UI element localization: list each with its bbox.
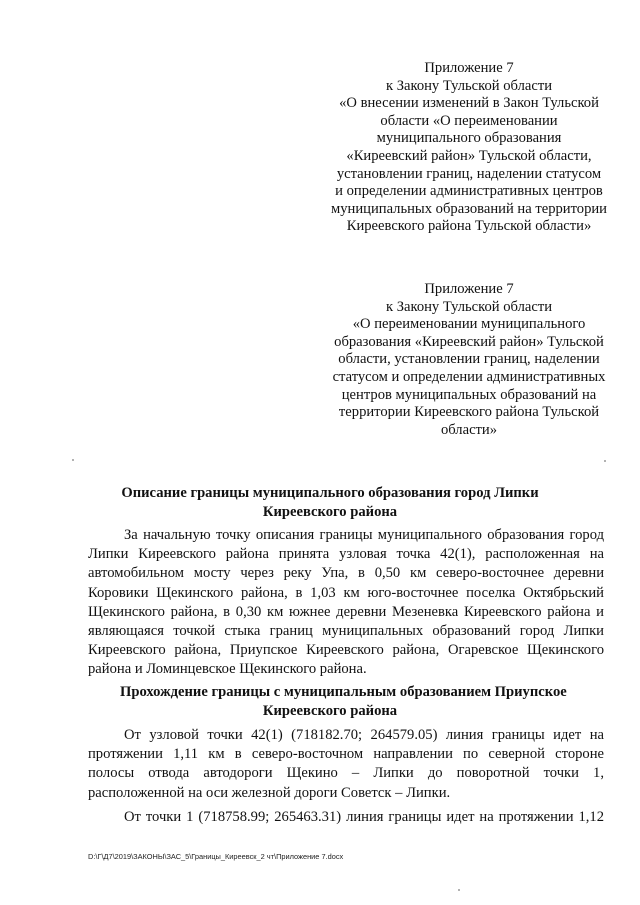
appendix-line: «О переименовании муниципального <box>352 316 586 333</box>
paragraph-line: От узловой точки 42(1) (718182.70; 264579.05) линия границы идет на <box>124 727 604 743</box>
paragraph-line: являющаяся точкой стыка границ муниципальных образований город Липки <box>88 623 604 640</box>
appendix-line: «Киреевский район» Тульской области, <box>346 147 592 164</box>
appendix-header-original <box>318 281 620 439</box>
appendix-line: области «О переименовании <box>380 112 558 129</box>
scan-speck <box>72 459 74 461</box>
paragraph-line: Коровики Щекинского района, в 1,03 км юго-восточнее поселка Октябрьский <box>88 584 604 601</box>
scan-speck <box>458 889 460 891</box>
paragraph-line: полосы отвода автодороги Щекино – Липки до поворотной точки 1, <box>88 765 604 782</box>
appendix-line: области, установлении границ, наделении <box>338 351 600 368</box>
paragraph-line: Липки Киреевского района принята узловая точка 42(1), расположенная на <box>88 546 604 563</box>
appendix-line: Киреевского района Тульской области» <box>346 218 592 235</box>
appendix-line: территории Киреевского района Тульской <box>338 404 600 421</box>
paragraph-line: расположенной на оси железной дороги Советск – Липки. <box>88 784 451 801</box>
appendix-line: муниципального образования <box>376 130 562 147</box>
appendix-line: области» <box>440 421 498 438</box>
appendix-line: и определении административных центров <box>335 183 603 200</box>
section-heading-priupskoe <box>120 683 567 721</box>
heading-line: Киреевского района <box>262 504 398 520</box>
paragraph-line: автомобильном мосту через реку Упа, в 0,50 км северо-восточнее деревни <box>88 565 604 582</box>
appendix-line: Приложение 7 <box>424 60 514 76</box>
paragraph-starting-point <box>88 526 604 680</box>
heading-line: Киреевского района <box>262 703 398 719</box>
paragraph-line: протяжении 1,11 км в северо-восточном направлении по северной стороне <box>88 746 604 763</box>
paragraph-point-1 <box>88 808 604 827</box>
appendix-line: образования «Киреевский район» Тульской <box>334 333 604 350</box>
paragraph-line: От точки 1 (718758.99; 265463.31) линия границы идет на протяжении 1,12 <box>124 809 604 825</box>
paragraph-line: За начальную точку описания границы муниципального образования город <box>124 527 604 543</box>
file-path-footer: D:\Г\Д7\2019\ЗАКОНЫ\ЗАС_5\Границы_Киреевск_2 чт\Приложение 7.docx <box>88 852 344 861</box>
appendix-line: Приложение 7 <box>424 281 514 297</box>
appendix-line: статусом и определении административных <box>332 368 606 385</box>
paragraph-line: Киреевского района, Приупское Киреевского района, Огаревское Щекинского <box>88 642 604 659</box>
paragraph-node-42 <box>88 726 604 803</box>
appendix-line: установлении границ, наделении статусом <box>336 165 602 182</box>
paragraph-line: Щекинского района, в 0,30 км южнее деревни Мезеневка Киреевского района и <box>88 603 604 620</box>
section-heading-description <box>120 484 540 522</box>
heading-line: Описание границы муниципального образования город Липки <box>121 485 539 501</box>
appendix-line: центров муниципальных образований на <box>341 386 597 403</box>
appendix-header-amendment <box>318 60 620 236</box>
appendix-line: муниципальных образований на территории <box>330 200 607 217</box>
appendix-line: к Закону Тульской области <box>385 77 553 94</box>
scan-speck <box>604 460 606 462</box>
appendix-line: к Закону Тульской области <box>385 298 553 315</box>
appendix-line: «О внесении изменений в Закон Тульской <box>339 95 599 112</box>
paragraph-line: района и Ломинцевское Щекинского района. <box>88 661 367 678</box>
heading-line: Прохождение границы с муниципальным образованием Приупское <box>120 684 567 700</box>
